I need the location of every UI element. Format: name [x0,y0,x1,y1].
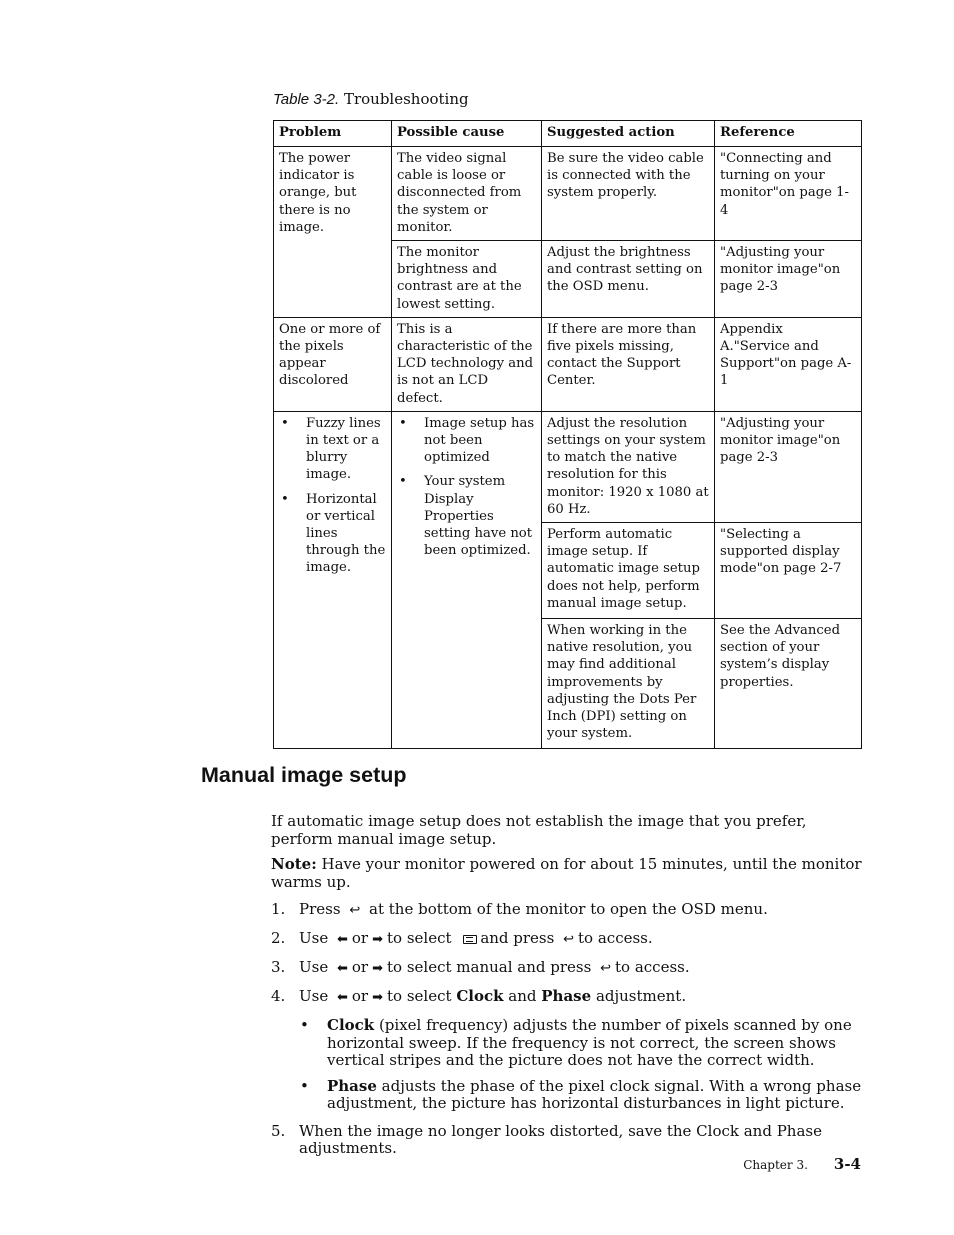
header-reference: Reference [715,121,862,147]
step-1 [271,901,865,920]
step-number: 3. [271,958,286,976]
right-arrow-icon: ➡ [372,990,384,1005]
intro-paragraph: If automatic image setup does not establish the image that you prefer, perform manual image setup. [271,812,807,848]
table-caption-title: Troubleshooting [343,90,469,108]
step-text: to select manual and press [387,958,592,976]
action-cell: If there are more than five pixels missing, contact the Support Center. [542,317,715,411]
step-5 [271,1123,865,1158]
left-arrow-icon: ⬅ [337,932,348,947]
right-arrow-icon: ➡ [372,961,384,976]
enter-icon: ↩ [563,932,575,947]
page-footer [743,1155,861,1173]
bullet-text: (pixel frequency) adjusts the number of pixels scanned by one horizontal sweep. If the frequency is not correct, the screen shows vertical stripes and the picture does not have the correct width. [327,1016,852,1069]
step-text: to access. [615,958,690,976]
problem-bullet: • Horizontal or vertical lines through the image. [279,491,386,577]
problem-cell [274,411,392,748]
steps-list [271,901,865,1168]
step-text: adjustment. [595,987,687,1005]
step-text: to select [387,929,452,947]
cause-cell [392,411,542,748]
step-text: or [351,929,369,947]
header-problem: Problem [274,121,392,147]
step-3 [271,959,865,978]
sub-bullet-list [299,1017,865,1113]
phase-term: Phase [541,987,592,1005]
troubleshooting-table [273,120,862,749]
cause-cell: The video signal cable is loose or disconnected from the system or monitor. [392,147,542,241]
reference-cell: Appendix A."Service and Support"on page A-1 [715,317,862,411]
step-text: to access. [578,929,653,947]
step-text: Use [299,958,329,976]
table-caption [273,90,469,108]
cause-bullet: • Your system Display Properties setting have not been optimized. [397,473,536,559]
table-header-row [274,121,862,147]
enter-icon: ↩ [600,961,611,976]
step-2 [271,930,865,949]
reference-cell: "Connecting and turning on your monitor"on page 1-4 [715,147,862,241]
step-text: at the bottom of the monitor to open the OSD menu. [369,900,768,918]
note-label: Note: [271,855,317,873]
table-row [274,317,862,411]
cause-cell: This is a characteristic of the LCD technology and is not an LCD defect. [392,317,542,411]
step-text: Use [299,929,329,947]
right-arrow-icon: ➡ [372,932,384,947]
enter-icon: ↩ [349,903,361,918]
chapter-label: Chapter 3. [743,1158,808,1172]
action-cell: Adjust the brightness and contrast setting on the OSD menu. [542,241,715,318]
action-cell: Perform automatic image setup. If automatic image setup does not help, perform manual image setup. [542,523,715,619]
step-text: to select [387,987,452,1005]
table-row [274,147,862,241]
table-caption-label: Table 3-2. [273,91,340,108]
clock-term: Clock [456,987,504,1005]
section-title: Manual image setup [201,763,407,787]
header-suggested-action: Suggested action [542,121,715,147]
action-cell: Be sure the video cable is connected with the system properly. [542,147,715,241]
header-possible-cause: Possible cause [392,121,542,147]
image-setup-icon [462,934,478,944]
step-number: 5. [271,1121,286,1140]
bullet-term: Clock [327,1016,375,1034]
step-text: and press [480,929,555,947]
cause-bullet: • Image setup has not been optimized [397,415,536,467]
reference-cell: "Selecting a supported display mode"on page 2-7 [715,523,862,619]
step-text: or [351,958,369,976]
step-text: Use [299,987,329,1005]
problem-bullet: • Fuzzy lines in text or a blurry image. [279,415,386,484]
cause-cell: The monitor brightness and contrast are at the lowest setting. [392,241,542,318]
bullet-text: adjusts the phase of the pixel clock signal. With a wrong phase adjustment, the picture has horizontal disturbances in light picture. [327,1076,862,1112]
step-text: Press [299,900,341,918]
step-text: and [508,987,537,1005]
step-text: When the image no longer looks distorted, save the Clock and Phase adjustments. [299,1121,822,1157]
action-cell: Adjust the resolution settings on your system to match the native resolution for this monitor: 1920 x 1080 at 60 Hz. [542,411,715,522]
problem-cell: The power indicator is orange, but there is no image. [274,147,392,318]
reference-cell: See the Advanced section of your system’s display properties. [715,619,862,749]
sub-bullet-phase: • Phase adjusts the phase of the pixel clock signal. With a wrong phase adjustment, the picture has horizontal disturbances in light picture. [300,1076,862,1112]
step-number: 4. [271,987,286,1005]
step-text: or [351,987,369,1005]
page-number: 3-4 [833,1155,861,1173]
left-arrow-icon: ⬅ [337,990,348,1005]
reference-cell: "Adjusting your monitor image"on page 2-3 [715,241,862,318]
note-paragraph [271,856,865,891]
left-arrow-icon: ⬅ [337,961,348,976]
sub-bullet-clock: • Clock (pixel frequency) adjusts the number of pixels scanned by one horizontal sweep. If the frequency is not correct, the screen shows vertical stripes and the picture does not have the correct width. [300,1016,852,1069]
problem-cell: One or more of the pixels appear discolored [274,317,392,411]
step-number: 1. [271,900,286,918]
step-4 [271,988,865,1007]
note-text: Have your monitor powered on for about 15 minutes, until the monitor warms up. [271,855,862,891]
action-cell: When working in the native resolution, you may find additional improvements by adjusting the Dots Per Inch (DPI) setting on your system. [542,619,715,749]
bullet-term: Phase [327,1076,377,1095]
table-row [274,411,862,522]
step-number: 2. [271,929,286,947]
reference-cell: "Adjusting your monitor image"on page 2-3 [715,411,862,522]
